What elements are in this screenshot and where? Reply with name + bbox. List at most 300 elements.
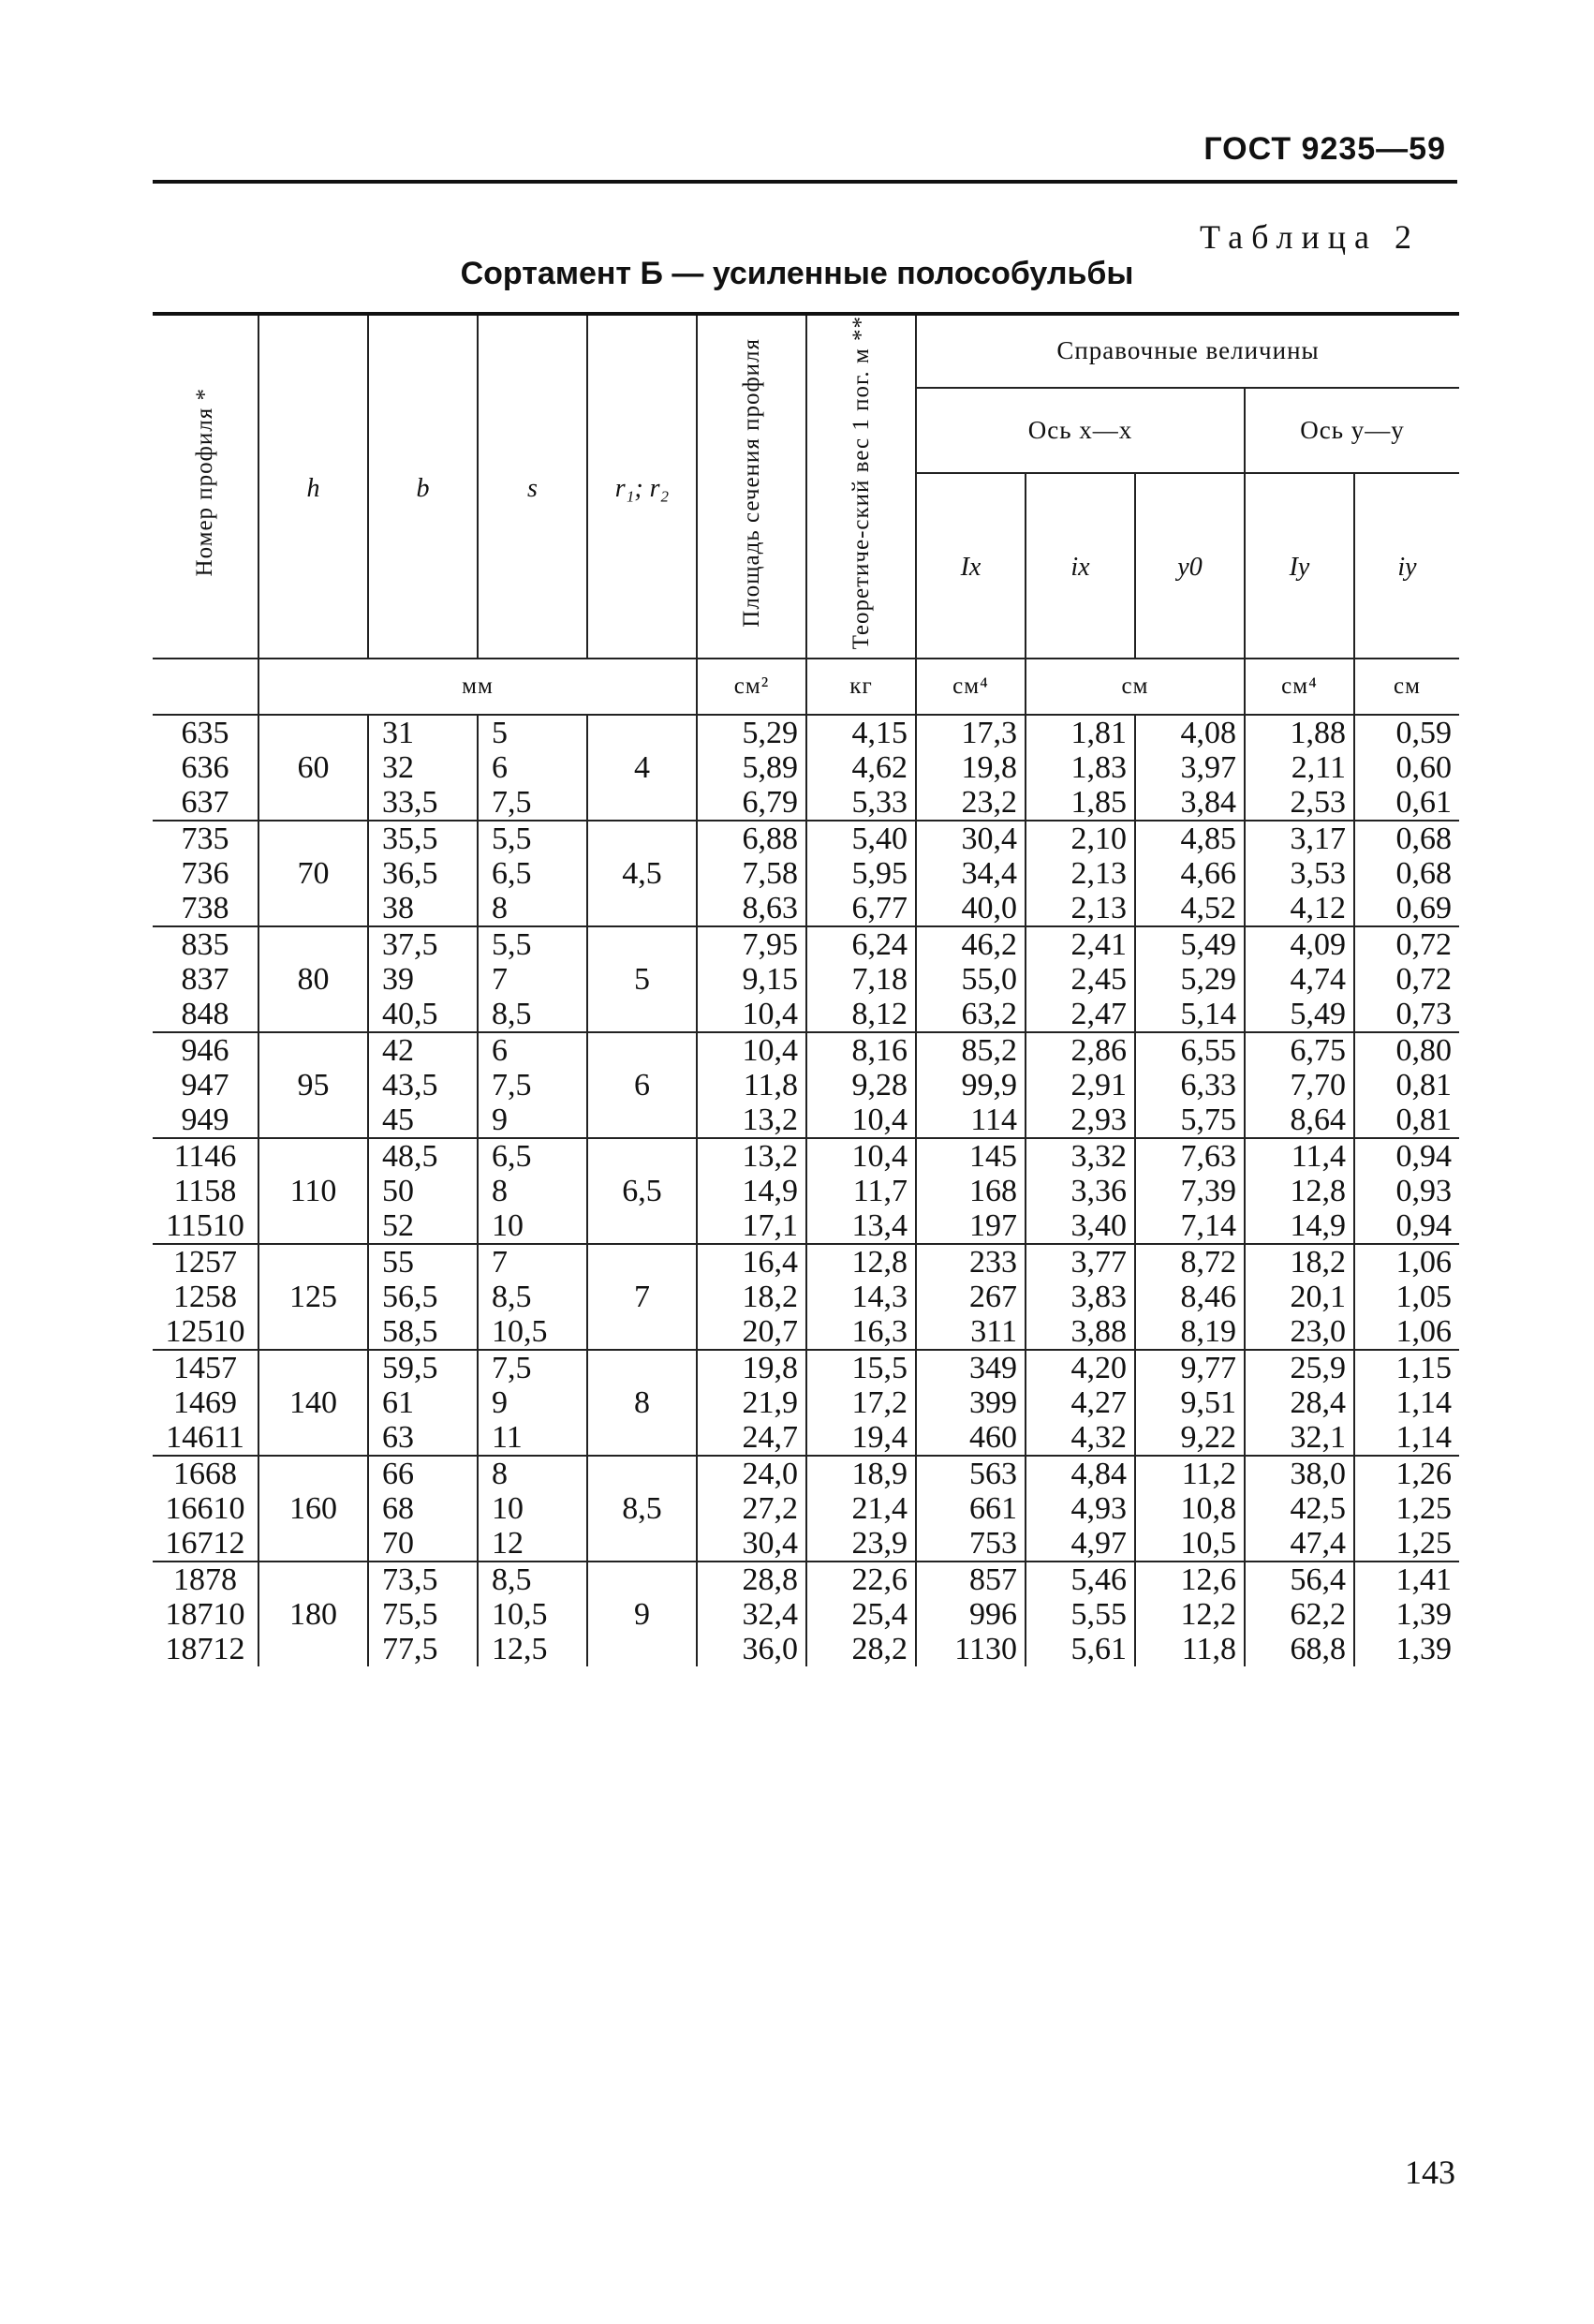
cell-y0 bbox=[1135, 926, 1245, 1032]
cell-value: 3,84 bbox=[1180, 785, 1236, 821]
col-area-head bbox=[697, 314, 806, 659]
cell-area bbox=[697, 1562, 806, 1666]
cell-s bbox=[478, 926, 587, 1032]
cell-b bbox=[368, 1456, 478, 1562]
cell-value: 70 bbox=[382, 1526, 414, 1562]
cell-value: 5,75 bbox=[1180, 1103, 1236, 1138]
cell-value: 56,5 bbox=[382, 1280, 438, 1315]
cell-value: 9 bbox=[492, 1103, 508, 1138]
cell-value: 1,83 bbox=[1070, 750, 1127, 786]
cell-b bbox=[368, 821, 478, 926]
cell-value: 2,47 bbox=[1070, 997, 1127, 1032]
cell-value: 13,2 bbox=[742, 1139, 798, 1175]
cell-r: 6 bbox=[587, 1032, 697, 1138]
cell-value: 4,62 bbox=[851, 750, 908, 786]
cell-weight bbox=[806, 926, 916, 1032]
cell-value: 42 bbox=[382, 1033, 414, 1069]
cell-value: 2,53 bbox=[1290, 785, 1346, 821]
cell-value: 38,0 bbox=[1290, 1457, 1346, 1492]
cell-value: 2,86 bbox=[1070, 1033, 1127, 1069]
cell-area bbox=[697, 1032, 806, 1138]
cell-value: 563 bbox=[969, 1457, 1017, 1492]
cell-h: 125 bbox=[258, 1244, 368, 1350]
cell-value: 14611 bbox=[166, 1420, 244, 1456]
cell-value: 63 bbox=[382, 1420, 414, 1456]
cell-value: 637 bbox=[181, 785, 229, 821]
table-row bbox=[153, 926, 1459, 1032]
cell-weight bbox=[806, 821, 916, 926]
cell-value: 5,33 bbox=[851, 785, 908, 821]
cell-value: 0,72 bbox=[1395, 927, 1452, 963]
cell-value: 145 bbox=[969, 1139, 1017, 1175]
cell-value: 11,8 bbox=[743, 1068, 798, 1103]
cell-iy bbox=[1354, 821, 1459, 926]
cell-profile bbox=[153, 926, 258, 1032]
col-profile-head bbox=[153, 314, 258, 659]
cell-value: 7,5 bbox=[492, 1351, 532, 1386]
cell-value: 17,3 bbox=[961, 716, 1017, 751]
cell-value: 33,5 bbox=[382, 785, 438, 821]
cell-iy bbox=[1354, 1350, 1459, 1456]
cell-value: 12,8 bbox=[1290, 1174, 1346, 1209]
cell-Ix bbox=[916, 1032, 1026, 1138]
cell-value: 68,8 bbox=[1290, 1632, 1346, 1667]
cell-value: 735 bbox=[181, 822, 229, 857]
cell-value: 9,51 bbox=[1180, 1385, 1236, 1421]
cell-value: 28,2 bbox=[851, 1632, 908, 1667]
cell-value: 55 bbox=[382, 1245, 414, 1280]
cell-value: 11,7 bbox=[852, 1174, 908, 1209]
cell-value: 0,93 bbox=[1395, 1174, 1452, 1209]
cell-value: 8 bbox=[492, 1457, 508, 1492]
cell-Ix bbox=[916, 1350, 1026, 1456]
cell-value: 1,25 bbox=[1395, 1491, 1452, 1527]
cell-value: 4,09 bbox=[1290, 927, 1346, 963]
cell-value: 20,7 bbox=[742, 1314, 798, 1350]
cell-r: 5 bbox=[587, 926, 697, 1032]
cell-value: 9,77 bbox=[1180, 1351, 1236, 1386]
cell-value: 7,5 bbox=[492, 1068, 532, 1103]
cell-ix bbox=[1026, 1456, 1135, 1562]
cell-value: 1,25 bbox=[1395, 1526, 1452, 1562]
cell-value: 1878 bbox=[173, 1562, 237, 1598]
cell-value: 45 bbox=[382, 1103, 414, 1138]
table-row bbox=[153, 1456, 1459, 1562]
cell-value: 35,5 bbox=[382, 822, 438, 857]
cell-value: 1158 bbox=[173, 1174, 237, 1209]
cell-value: 11,4 bbox=[1291, 1139, 1346, 1175]
cell-r: 4,5 bbox=[587, 821, 697, 926]
cell-s bbox=[478, 1138, 587, 1244]
cell-b bbox=[368, 1350, 478, 1456]
cell-value: 85,2 bbox=[961, 1033, 1017, 1069]
cell-value: 8 bbox=[492, 891, 508, 926]
cell-value: 7,63 bbox=[1180, 1139, 1236, 1175]
col-r-label: r₁; r₂ bbox=[614, 473, 670, 503]
cell-value: 6,55 bbox=[1180, 1033, 1236, 1069]
cell-y0 bbox=[1135, 1562, 1245, 1666]
cell-value: 10,5 bbox=[1180, 1526, 1236, 1562]
cell-value: 8,5 bbox=[492, 1280, 532, 1315]
cell-value: 23,2 bbox=[961, 785, 1017, 821]
table-row bbox=[153, 821, 1459, 926]
cell-r: 4 bbox=[587, 715, 697, 821]
cell-value: 0,59 bbox=[1395, 716, 1452, 751]
cell-area bbox=[697, 821, 806, 926]
cell-value: 753 bbox=[969, 1526, 1017, 1562]
cell-value: 39 bbox=[382, 962, 414, 998]
cell-value: 75,5 bbox=[382, 1597, 438, 1633]
cell-ix bbox=[1026, 1562, 1135, 1666]
cell-value: 0,81 bbox=[1395, 1068, 1452, 1103]
cell-h: 140 bbox=[258, 1350, 368, 1456]
cell-value: 5,55 bbox=[1070, 1597, 1127, 1633]
cell-value: 24,7 bbox=[742, 1420, 798, 1456]
cell-value: 30,4 bbox=[961, 822, 1017, 857]
cell-value: 1,05 bbox=[1395, 1280, 1452, 1315]
cell-value: 736 bbox=[181, 856, 229, 892]
header-rule bbox=[153, 180, 1457, 184]
cell-value: 30,4 bbox=[742, 1526, 798, 1562]
cell-value: 43,5 bbox=[382, 1068, 438, 1103]
cell-value: 12 bbox=[492, 1526, 524, 1562]
axis-x-head: Ось x—x bbox=[916, 388, 1245, 473]
table-row bbox=[153, 1562, 1459, 1666]
cell-value: 31 bbox=[382, 716, 414, 751]
cell-value: 5 bbox=[492, 716, 508, 751]
cell-b bbox=[368, 1138, 478, 1244]
cell-h: 70 bbox=[258, 821, 368, 926]
col-weight-label: Теоретиче-ский вес 1 пог. м ** bbox=[848, 316, 874, 650]
cell-value: 7 bbox=[492, 1245, 508, 1280]
cell-value: 4,66 bbox=[1180, 856, 1236, 892]
cell-value: 48,5 bbox=[382, 1139, 438, 1175]
col-area-label: Площадь сечения профиля bbox=[738, 337, 764, 628]
cell-s bbox=[478, 1456, 587, 1562]
cell-iy bbox=[1354, 1138, 1459, 1244]
col-ix-head bbox=[1026, 473, 1135, 659]
cell-value: 10,4 bbox=[851, 1103, 908, 1138]
cell-value: 23,9 bbox=[851, 1526, 908, 1562]
cell-value: 50 bbox=[382, 1174, 414, 1209]
cell-Iy bbox=[1245, 926, 1354, 1032]
cell-value: 848 bbox=[181, 997, 229, 1032]
cell-value: 857 bbox=[969, 1562, 1017, 1598]
cell-value: 7,18 bbox=[851, 962, 908, 998]
cell-value: 6,24 bbox=[851, 927, 908, 963]
cell-value: 15,5 bbox=[851, 1351, 908, 1386]
cell-value: 13,4 bbox=[851, 1208, 908, 1244]
axis-y-head: Ось y—y bbox=[1245, 388, 1459, 473]
cell-value: 10,4 bbox=[851, 1139, 908, 1175]
cell-value: 3,32 bbox=[1070, 1139, 1127, 1175]
cell-value: 12,8 bbox=[851, 1245, 908, 1280]
cell-h: 60 bbox=[258, 715, 368, 821]
cell-area bbox=[697, 1244, 806, 1350]
cell-value: 0,60 bbox=[1395, 750, 1452, 786]
cell-value: 7,5 bbox=[492, 785, 532, 821]
cell-value: 197 bbox=[969, 1208, 1017, 1244]
cell-value: 2,41 bbox=[1070, 927, 1127, 963]
cell-Ix bbox=[916, 821, 1026, 926]
cell-s bbox=[478, 1350, 587, 1456]
cell-area bbox=[697, 1138, 806, 1244]
cell-value: 14,9 bbox=[742, 1174, 798, 1209]
cell-y0 bbox=[1135, 715, 1245, 821]
cell-value: 1,26 bbox=[1395, 1457, 1452, 1492]
cell-value: 1,88 bbox=[1290, 716, 1346, 751]
cell-value: 168 bbox=[969, 1174, 1017, 1209]
cell-value: 1668 bbox=[173, 1457, 237, 1492]
cell-value: 5,40 bbox=[851, 822, 908, 857]
cell-value: 1,06 bbox=[1395, 1314, 1452, 1350]
cell-value: 5,5 bbox=[492, 822, 532, 857]
cell-value: 61 bbox=[382, 1385, 414, 1421]
cell-value: 4,84 bbox=[1070, 1457, 1127, 1492]
cell-value: 56,4 bbox=[1290, 1562, 1346, 1598]
col-iy-label: iy bbox=[1397, 553, 1417, 583]
cell-value: 1469 bbox=[173, 1385, 237, 1421]
cell-value: 8,64 bbox=[1290, 1103, 1346, 1138]
cell-value: 635 bbox=[181, 716, 229, 751]
cell-value: 20,1 bbox=[1290, 1280, 1346, 1315]
cell-h: 110 bbox=[258, 1138, 368, 1244]
cell-value: 63,2 bbox=[961, 997, 1017, 1032]
cell-value: 4,52 bbox=[1180, 891, 1236, 926]
table-row bbox=[153, 1350, 1459, 1456]
cell-value: 5,61 bbox=[1070, 1632, 1127, 1667]
cell-value: 59,5 bbox=[382, 1351, 438, 1386]
cell-value: 10,4 bbox=[742, 997, 798, 1032]
cell-profile bbox=[153, 1456, 258, 1562]
cell-value: 0,80 bbox=[1395, 1033, 1452, 1069]
cell-ix bbox=[1026, 1138, 1135, 1244]
col-Iy-head bbox=[1245, 473, 1354, 659]
cell-value: 14,9 bbox=[1290, 1208, 1346, 1244]
cell-area bbox=[697, 1350, 806, 1456]
cell-value: 4,93 bbox=[1070, 1491, 1127, 1527]
cell-profile bbox=[153, 1032, 258, 1138]
cell-value: 949 bbox=[181, 1103, 229, 1138]
cell-value: 23,0 bbox=[1290, 1314, 1346, 1350]
cell-value: 38 bbox=[382, 891, 414, 926]
cell-value: 2,11 bbox=[1291, 750, 1346, 786]
cell-value: 10,4 bbox=[742, 1033, 798, 1069]
cell-value: 0,81 bbox=[1395, 1103, 1452, 1138]
standard-code: ГОСТ 9235—59 bbox=[1203, 131, 1446, 167]
cell-value: 8,19 bbox=[1180, 1314, 1236, 1350]
cell-value: 24,0 bbox=[742, 1457, 798, 1492]
cell-value: 9,22 bbox=[1180, 1420, 1236, 1456]
cell-Ix bbox=[916, 715, 1026, 821]
cell-value: 5,29 bbox=[1180, 962, 1236, 998]
cell-value: 16,4 bbox=[742, 1245, 798, 1280]
cell-value: 28,4 bbox=[1290, 1385, 1346, 1421]
cell-profile bbox=[153, 1138, 258, 1244]
cell-value: 19,4 bbox=[851, 1420, 908, 1456]
cell-value: 5,29 bbox=[742, 716, 798, 751]
col-y0-label: y0 bbox=[1177, 553, 1203, 583]
cell-Ix bbox=[916, 1456, 1026, 1562]
cell-value: 0,69 bbox=[1395, 891, 1452, 926]
cell-value: 32,4 bbox=[742, 1597, 798, 1633]
cell-value: 1,06 bbox=[1395, 1245, 1452, 1280]
cell-value: 1,15 bbox=[1395, 1351, 1452, 1386]
cell-value: 1130 bbox=[954, 1632, 1017, 1667]
cell-value: 11,8 bbox=[1181, 1632, 1236, 1667]
cell-value: 11510 bbox=[166, 1208, 244, 1244]
cell-ix bbox=[1026, 821, 1135, 926]
cell-value: 27,2 bbox=[742, 1491, 798, 1527]
cell-value: 10 bbox=[492, 1208, 524, 1244]
cell-value: 5,46 bbox=[1070, 1562, 1127, 1598]
cell-value: 73,5 bbox=[382, 1562, 438, 1598]
cell-value: 16712 bbox=[165, 1526, 245, 1562]
cell-value: 1257 bbox=[173, 1245, 237, 1280]
cell-value: 66 bbox=[382, 1457, 414, 1492]
cell-value: 0,94 bbox=[1395, 1208, 1452, 1244]
cell-value: 99,9 bbox=[961, 1068, 1017, 1103]
cell-value: 14,3 bbox=[851, 1280, 908, 1315]
cell-value: 3,97 bbox=[1180, 750, 1236, 786]
cell-value: 12,5 bbox=[492, 1632, 548, 1667]
cell-value: 2,13 bbox=[1070, 856, 1127, 892]
cell-value: 1457 bbox=[173, 1351, 237, 1386]
cell-profile bbox=[153, 715, 258, 821]
cell-value: 5,89 bbox=[742, 750, 798, 786]
cell-y0 bbox=[1135, 1350, 1245, 1456]
cell-value: 6,75 bbox=[1290, 1033, 1346, 1069]
cell-value: 1,39 bbox=[1395, 1632, 1452, 1667]
cell-value: 12510 bbox=[165, 1314, 245, 1350]
cell-r: 7 bbox=[587, 1244, 697, 1350]
cell-value: 6 bbox=[492, 750, 508, 786]
cell-value: 16610 bbox=[165, 1491, 245, 1527]
cell-value: 1146 bbox=[173, 1139, 237, 1175]
col-weight-head bbox=[806, 314, 916, 659]
cell-value: 25,4 bbox=[851, 1597, 908, 1633]
cell-value: 636 bbox=[181, 750, 229, 786]
cell-s bbox=[478, 821, 587, 926]
cell-weight bbox=[806, 715, 916, 821]
cell-y0 bbox=[1135, 821, 1245, 926]
cell-iy bbox=[1354, 1244, 1459, 1350]
cell-value: 3,88 bbox=[1070, 1314, 1127, 1350]
table-row bbox=[153, 1032, 1459, 1138]
cell-ix bbox=[1026, 715, 1135, 821]
cell-value: 738 bbox=[181, 891, 229, 926]
cell-value: 8,72 bbox=[1180, 1245, 1236, 1280]
cell-value: 62,2 bbox=[1290, 1597, 1346, 1633]
units-row-spacer bbox=[153, 659, 258, 715]
cell-s bbox=[478, 715, 587, 821]
cell-value: 11 bbox=[492, 1420, 523, 1456]
cell-value: 233 bbox=[969, 1245, 1017, 1280]
cell-value: 13,2 bbox=[742, 1103, 798, 1138]
cell-Iy bbox=[1245, 1350, 1354, 1456]
cell-value: 4,20 bbox=[1070, 1351, 1127, 1386]
cell-value: 6 bbox=[492, 1033, 508, 1069]
unit-weight: кг bbox=[806, 659, 916, 715]
col-s-label: s bbox=[527, 473, 538, 503]
cell-r: 9 bbox=[587, 1562, 697, 1666]
cell-value: 12,2 bbox=[1180, 1597, 1236, 1633]
unit-iy: см bbox=[1354, 659, 1459, 715]
cell-value: 32,1 bbox=[1290, 1420, 1346, 1456]
table-title: Сортамент Б — усиленные полособульбы bbox=[460, 256, 1134, 291]
cell-value: 2,93 bbox=[1070, 1103, 1127, 1138]
cell-value: 1,41 bbox=[1395, 1562, 1452, 1598]
cell-value: 5,14 bbox=[1180, 997, 1236, 1032]
cell-Iy bbox=[1245, 715, 1354, 821]
cell-value: 77,5 bbox=[382, 1632, 438, 1667]
cell-weight bbox=[806, 1032, 916, 1138]
col-Ix-head bbox=[916, 473, 1026, 659]
cell-y0 bbox=[1135, 1138, 1245, 1244]
cell-value: 17,2 bbox=[851, 1385, 908, 1421]
cell-value: 837 bbox=[181, 962, 229, 998]
cell-value: 8,63 bbox=[742, 891, 798, 926]
col-Iy-label: Iy bbox=[1289, 553, 1310, 583]
cell-value: 6,5 bbox=[492, 856, 532, 892]
cell-value: 4,85 bbox=[1180, 822, 1236, 857]
col-s-head bbox=[478, 314, 587, 659]
profile-table bbox=[153, 312, 1459, 1666]
unit-Ix: см⁴ bbox=[916, 659, 1026, 715]
col-b-head bbox=[368, 314, 478, 659]
col-y0-head bbox=[1135, 473, 1245, 659]
cell-value: 1,14 bbox=[1395, 1420, 1452, 1456]
cell-value: 32 bbox=[382, 750, 414, 786]
cell-weight bbox=[806, 1562, 916, 1666]
cell-value: 10,8 bbox=[1180, 1491, 1236, 1527]
cell-iy bbox=[1354, 1032, 1459, 1138]
cell-value: 21,9 bbox=[742, 1385, 798, 1421]
cell-value: 5,49 bbox=[1290, 997, 1346, 1032]
cell-value: 12,6 bbox=[1180, 1562, 1236, 1598]
cell-value: 28,8 bbox=[742, 1562, 798, 1598]
cell-value: 661 bbox=[969, 1491, 1017, 1527]
cell-value: 8,5 bbox=[492, 997, 532, 1032]
cell-value: 46,2 bbox=[961, 927, 1017, 963]
cell-value: 5,49 bbox=[1180, 927, 1236, 963]
unit-ix-y0: см bbox=[1026, 659, 1245, 715]
cell-h: 180 bbox=[258, 1562, 368, 1666]
cell-value: 7,58 bbox=[742, 856, 798, 892]
cell-value: 10,5 bbox=[492, 1597, 548, 1633]
cell-value: 2,10 bbox=[1070, 822, 1127, 857]
cell-value: 5,95 bbox=[851, 856, 908, 892]
cell-value: 2,13 bbox=[1070, 891, 1127, 926]
cell-value: 10,5 bbox=[492, 1314, 548, 1350]
cell-value: 6,33 bbox=[1180, 1068, 1236, 1103]
cell-value: 4,74 bbox=[1290, 962, 1346, 998]
cell-value: 946 bbox=[181, 1033, 229, 1069]
cell-y0 bbox=[1135, 1244, 1245, 1350]
cell-r: 8 bbox=[587, 1350, 697, 1456]
cell-value: 996 bbox=[969, 1597, 1017, 1633]
cell-value: 4,97 bbox=[1070, 1526, 1127, 1562]
cell-value: 3,83 bbox=[1070, 1280, 1127, 1315]
cell-h: 80 bbox=[258, 926, 368, 1032]
cell-value: 3,53 bbox=[1290, 856, 1346, 892]
cell-value: 34,4 bbox=[961, 856, 1017, 892]
cell-value: 2,91 bbox=[1070, 1068, 1127, 1103]
cell-value: 0,73 bbox=[1395, 997, 1452, 1032]
cell-value: 3,40 bbox=[1070, 1208, 1127, 1244]
cell-value: 3,36 bbox=[1070, 1174, 1127, 1209]
cell-value: 18710 bbox=[165, 1597, 245, 1633]
